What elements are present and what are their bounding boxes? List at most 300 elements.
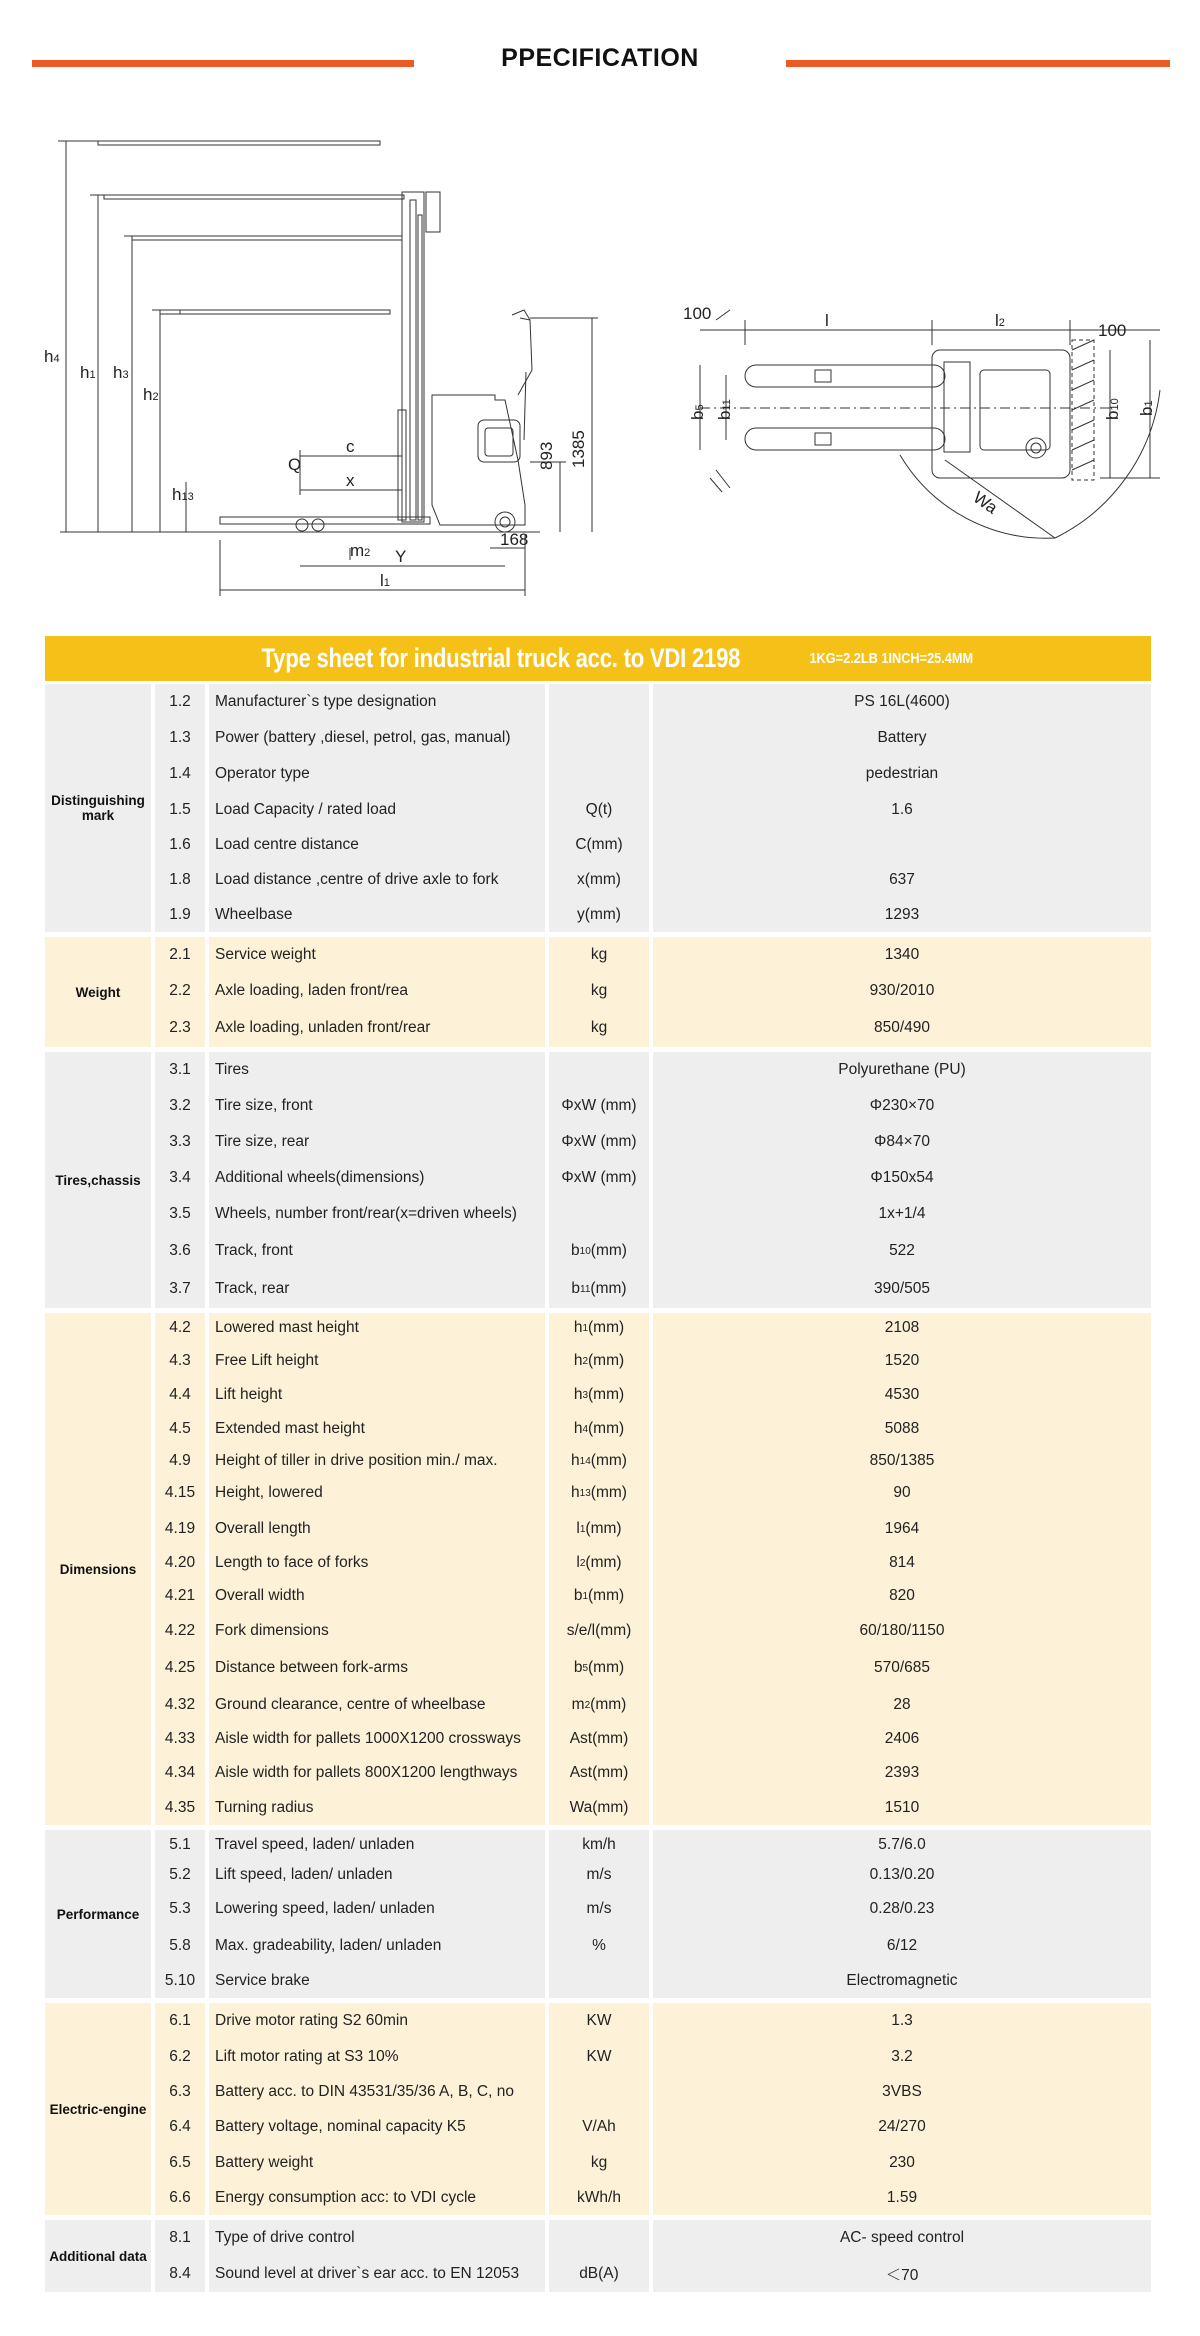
row-number: 4.19 bbox=[155, 1511, 209, 1547]
row-value: 637 bbox=[889, 871, 915, 888]
row-unit bbox=[549, 2220, 653, 2256]
table-row bbox=[155, 1009, 1151, 1047]
row-value: 24/270 bbox=[878, 2118, 926, 2135]
row-unit bbox=[549, 684, 653, 720]
row-parameter: Lift speed, laden/ unladen bbox=[209, 1860, 549, 1890]
row-parameter: Wheels, number front/rear(x=driven wheels) bbox=[209, 1196, 549, 1232]
unit-subscript: 2 bbox=[584, 1699, 591, 1711]
row-parameter: Load centre distance bbox=[209, 828, 549, 862]
label-Wa: Wa bbox=[969, 487, 1001, 518]
row-value: PS 16L(4600) bbox=[854, 693, 950, 710]
row-parameter: Lowering speed, laden/ unladen bbox=[209, 1890, 549, 1928]
row-parameter: Length to face of forks bbox=[209, 1547, 549, 1579]
label-x: x bbox=[346, 471, 355, 490]
banner-unit-note: 1KG=2.2LB 1INCH=25.4MM bbox=[809, 650, 973, 667]
row-value: 3VBS bbox=[882, 2083, 922, 2100]
table-row bbox=[155, 1232, 1151, 1270]
row-number: 3.3 bbox=[155, 1124, 209, 1160]
row-parameter: Height of tiller in drive position min./ max. bbox=[209, 1447, 549, 1475]
row-unit bbox=[549, 1547, 653, 1579]
row-unit bbox=[549, 828, 653, 862]
table-row bbox=[155, 1791, 1151, 1825]
row-value: 1x+1/4 bbox=[878, 1205, 926, 1222]
table-row bbox=[155, 2256, 1151, 2292]
unit-text: h bbox=[573, 1420, 583, 1437]
table-row bbox=[155, 1860, 1151, 1890]
row-parameter: Axle loading, laden front/rea bbox=[209, 973, 549, 1009]
row-parameter: Lowered mast height bbox=[209, 1313, 549, 1343]
row-unit bbox=[549, 937, 653, 973]
row-parameter: Extended mast height bbox=[209, 1411, 549, 1447]
row-value: 820 bbox=[889, 1587, 915, 1604]
row-value: Polyurethane (PU) bbox=[838, 1061, 966, 1078]
row-unit bbox=[549, 2039, 653, 2075]
row-value: 230 bbox=[889, 2154, 915, 2171]
row-unit bbox=[549, 1475, 653, 1511]
row-value: 930/2010 bbox=[869, 982, 935, 999]
row-number: 4.25 bbox=[155, 1649, 209, 1687]
table-row bbox=[155, 1613, 1151, 1649]
unit-text: s/e/l(mm) bbox=[566, 1622, 632, 1639]
spec-group bbox=[45, 684, 1151, 932]
unit-text: kg bbox=[590, 946, 608, 963]
row-unit bbox=[549, 2003, 653, 2039]
row-value: 3.2 bbox=[891, 2048, 913, 2065]
row-value: 90 bbox=[893, 1484, 911, 1501]
row-value: 2108 bbox=[884, 1319, 920, 1336]
unit-subscript: 11 bbox=[580, 1283, 591, 1295]
row-unit bbox=[549, 1928, 653, 1964]
row-unit bbox=[549, 1791, 653, 1825]
row-value: pedestrian bbox=[865, 765, 939, 782]
table-row bbox=[155, 1379, 1151, 1411]
row-unit bbox=[549, 1160, 653, 1196]
row-parameter: Lift motor rating at S3 10% bbox=[209, 2039, 549, 2075]
label-b1: b1 bbox=[1137, 400, 1156, 416]
table-row bbox=[155, 1052, 1151, 1088]
label-893: 893 bbox=[537, 441, 556, 470]
table-row bbox=[155, 1928, 1151, 1964]
unit-tail: (mm) bbox=[590, 1280, 627, 1297]
row-unit bbox=[549, 1687, 653, 1723]
unit-text: ΦxW (mm) bbox=[561, 1133, 637, 1150]
table-row bbox=[155, 1964, 1151, 1998]
row-value: 522 bbox=[889, 1242, 915, 1259]
table-row bbox=[155, 1830, 1151, 1860]
row-unit bbox=[549, 1232, 653, 1270]
unit-text: KW bbox=[586, 2048, 612, 2065]
row-number: 1.9 bbox=[155, 898, 209, 932]
label-100-right: 100 bbox=[1098, 321, 1127, 340]
page-header bbox=[0, 0, 1200, 120]
row-parameter: Service brake bbox=[209, 1964, 549, 1998]
unit-text: Wa(mm) bbox=[569, 1799, 629, 1816]
row-number: 6.5 bbox=[155, 2145, 209, 2181]
group-label: Additional data bbox=[45, 2220, 155, 2292]
table-row bbox=[155, 1196, 1151, 1232]
label-1385: 1385 bbox=[569, 430, 588, 468]
row-number: 5.2 bbox=[155, 1860, 209, 1890]
row-parameter: Travel speed, laden/ unladen bbox=[209, 1830, 549, 1860]
row-unit bbox=[549, 1270, 653, 1308]
table-row bbox=[155, 684, 1151, 720]
row-value: ＜70 bbox=[885, 2267, 919, 2284]
row-parameter: Load Capacity / rated load bbox=[209, 792, 549, 828]
row-parameter: Type of drive control bbox=[209, 2220, 549, 2256]
row-number: 6.4 bbox=[155, 2109, 209, 2145]
row-parameter: Tire size, front bbox=[209, 1088, 549, 1124]
table-row bbox=[155, 2145, 1151, 2181]
table-row bbox=[155, 937, 1151, 973]
unit-tail: (mm) bbox=[590, 1696, 627, 1713]
table-row bbox=[155, 2109, 1151, 2145]
row-number: 3.4 bbox=[155, 1160, 209, 1196]
unit-tail: (mm) bbox=[588, 1352, 625, 1369]
table-row bbox=[155, 1411, 1151, 1447]
table-row bbox=[155, 720, 1151, 756]
table-row bbox=[155, 2181, 1151, 2215]
group-label: Dimensions bbox=[45, 1313, 155, 1825]
row-parameter: Aisle width for pallets 1000X1200 crossways bbox=[209, 1723, 549, 1755]
label-b5: b5 bbox=[688, 404, 707, 420]
unit-tail: (mm) bbox=[585, 1554, 622, 1571]
unit-text: m bbox=[571, 1696, 585, 1713]
unit-subscript: 3 bbox=[582, 1389, 589, 1401]
row-unit bbox=[549, 862, 653, 898]
row-unit bbox=[549, 2256, 653, 2292]
unit-text: l bbox=[576, 1520, 580, 1537]
unit-text: kg bbox=[590, 2154, 608, 2171]
table-row bbox=[155, 1649, 1151, 1687]
unit-subscript: 14 bbox=[579, 1455, 591, 1467]
row-value: 0.13/0.20 bbox=[869, 1866, 935, 1883]
row-unit bbox=[549, 1511, 653, 1547]
row-parameter: Axle loading, unladen front/rear bbox=[209, 1009, 549, 1047]
row-value: 1.6 bbox=[891, 801, 913, 818]
page-title: PPECIFICATION bbox=[501, 44, 699, 72]
label-h13: h13 bbox=[172, 485, 194, 504]
row-parameter: Battery voltage, nominal capacity K5 bbox=[209, 2109, 549, 2145]
row-value: 6/12 bbox=[886, 1937, 918, 1954]
row-number: 4.5 bbox=[155, 1411, 209, 1447]
table-row bbox=[155, 756, 1151, 792]
label-l2: l2 bbox=[995, 311, 1005, 330]
unit-subscript: 1 bbox=[579, 1523, 586, 1535]
unit-text: kg bbox=[590, 982, 608, 999]
unit-tail: (mm) bbox=[588, 1420, 625, 1437]
unit-text: ΦxW (mm) bbox=[561, 1169, 637, 1186]
row-value: 1340 bbox=[884, 946, 920, 963]
unit-tail: (mm) bbox=[588, 1386, 625, 1403]
table-row bbox=[155, 862, 1151, 898]
spec-table bbox=[45, 684, 1151, 2297]
row-number: 4.2 bbox=[155, 1313, 209, 1343]
row-number: 4.9 bbox=[155, 1447, 209, 1475]
row-number: 6.2 bbox=[155, 2039, 209, 2075]
unit-subscript: 1 bbox=[582, 1322, 589, 1334]
row-parameter: Additional wheels(dimensions) bbox=[209, 1160, 549, 1196]
row-value: 850/490 bbox=[873, 1019, 931, 1036]
row-parameter: Max. gradeability, laden/ unladen bbox=[209, 1928, 549, 1964]
unit-text: V/Ah bbox=[582, 2118, 616, 2135]
group-label: Weight bbox=[45, 937, 155, 1047]
row-value: Electromagnetic bbox=[846, 1972, 958, 1989]
unit-tail: (mm) bbox=[585, 1520, 622, 1537]
row-parameter: Manufacturer`s type designation bbox=[209, 684, 549, 720]
group-label: Distinguishing mark bbox=[45, 684, 155, 932]
spec-group bbox=[45, 937, 1151, 1047]
row-unit bbox=[549, 756, 653, 792]
row-value: Φ150x54 bbox=[870, 1169, 934, 1186]
table-row bbox=[155, 898, 1151, 932]
row-value: 1.3 bbox=[891, 2012, 913, 2029]
unit-text: C(mm) bbox=[575, 836, 623, 853]
row-unit bbox=[549, 1649, 653, 1687]
unit-text: b bbox=[571, 1280, 581, 1297]
row-unit bbox=[549, 1613, 653, 1649]
row-unit bbox=[549, 898, 653, 932]
unit-tail: (mm) bbox=[590, 1242, 627, 1259]
unit-text: Ast(mm) bbox=[569, 1764, 629, 1781]
unit-text: m/s bbox=[586, 1866, 612, 1883]
row-unit bbox=[549, 1313, 653, 1343]
type-sheet-banner bbox=[45, 636, 1151, 681]
row-number: 6.6 bbox=[155, 2181, 209, 2215]
row-parameter: Ground clearance, centre of wheelbase bbox=[209, 1687, 549, 1723]
unit-subscript: 1 bbox=[582, 1590, 589, 1602]
row-value: 1293 bbox=[884, 906, 920, 923]
label-Y: Y bbox=[395, 547, 407, 566]
row-value: 28 bbox=[893, 1696, 911, 1713]
row-number: 4.4 bbox=[155, 1379, 209, 1411]
row-parameter: Operator type bbox=[209, 756, 549, 792]
row-value: 850/1385 bbox=[869, 1452, 935, 1469]
unit-text: h bbox=[573, 1386, 583, 1403]
row-unit bbox=[549, 1890, 653, 1928]
label-c: c bbox=[346, 437, 355, 456]
table-row bbox=[155, 973, 1151, 1009]
table-row bbox=[155, 1160, 1151, 1196]
row-value: 2393 bbox=[884, 1764, 920, 1781]
label-h4: h4 bbox=[44, 347, 60, 366]
unit-text: % bbox=[592, 1937, 606, 1954]
label-m2: m2 bbox=[350, 541, 371, 560]
unit-text: x(mm) bbox=[577, 871, 621, 888]
row-unit bbox=[549, 2075, 653, 2109]
unit-tail: (mm) bbox=[590, 1484, 627, 1501]
header-rule-right bbox=[786, 60, 1170, 67]
row-unit bbox=[549, 1196, 653, 1232]
row-parameter: Overall length bbox=[209, 1511, 549, 1547]
table-row bbox=[155, 1447, 1151, 1475]
table-row bbox=[155, 1755, 1151, 1791]
row-number: 2.1 bbox=[155, 937, 209, 973]
row-value: Φ84×70 bbox=[874, 1133, 930, 1150]
row-number: 4.34 bbox=[155, 1755, 209, 1791]
row-unit bbox=[549, 1723, 653, 1755]
row-value: Φ230×70 bbox=[869, 1097, 935, 1114]
row-unit bbox=[549, 1860, 653, 1890]
row-parameter: Drive motor rating S2 60min bbox=[209, 2003, 549, 2039]
row-parameter: Battery acc. to DIN 43531/35/36 A, B, C, no bbox=[209, 2075, 549, 2109]
row-parameter: Turning radius bbox=[209, 1791, 549, 1825]
unit-text: l bbox=[576, 1554, 580, 1571]
label-100-left: 100 bbox=[683, 304, 712, 323]
unit-text: h bbox=[573, 1319, 583, 1336]
row-value: 1.59 bbox=[886, 2189, 918, 2206]
table-row bbox=[155, 1547, 1151, 1579]
row-parameter: Wheelbase bbox=[209, 898, 549, 932]
row-unit bbox=[549, 1830, 653, 1860]
row-number: 5.10 bbox=[155, 1964, 209, 1998]
row-parameter: Service weight bbox=[209, 937, 549, 973]
row-unit bbox=[549, 2109, 653, 2145]
table-row bbox=[155, 1687, 1151, 1723]
unit-text: m/s bbox=[586, 1900, 612, 1917]
row-number: 5.1 bbox=[155, 1830, 209, 1860]
table-row bbox=[155, 1723, 1151, 1755]
unit-text: Q(t) bbox=[585, 801, 613, 818]
label-168: 168 bbox=[500, 530, 529, 549]
row-value: Battery bbox=[877, 729, 927, 746]
row-unit bbox=[549, 2181, 653, 2215]
row-number: 4.3 bbox=[155, 1343, 209, 1379]
row-value: 60/180/1150 bbox=[859, 1622, 945, 1639]
table-row bbox=[155, 1088, 1151, 1124]
row-unit bbox=[549, 792, 653, 828]
row-value: 1520 bbox=[884, 1352, 920, 1369]
row-unit bbox=[549, 1124, 653, 1160]
row-unit bbox=[549, 1009, 653, 1047]
row-value: AC- speed control bbox=[839, 2229, 965, 2246]
row-number: 5.3 bbox=[155, 1890, 209, 1928]
row-unit bbox=[549, 2145, 653, 2181]
table-row bbox=[155, 828, 1151, 862]
unit-text: h bbox=[571, 1452, 580, 1469]
row-parameter: Sound level at driver`s ear acc. to EN 12053 bbox=[209, 2256, 549, 2292]
row-unit bbox=[549, 1379, 653, 1411]
unit-subscript: 13 bbox=[579, 1487, 591, 1499]
spec-group bbox=[45, 1313, 1151, 1825]
row-number: 5.8 bbox=[155, 1928, 209, 1964]
top-view bbox=[683, 304, 1160, 538]
row-unit bbox=[549, 720, 653, 756]
row-unit bbox=[549, 1343, 653, 1379]
row-value: 5088 bbox=[884, 1420, 920, 1437]
row-number: 1.4 bbox=[155, 756, 209, 792]
spec-group bbox=[45, 2003, 1151, 2215]
label-h3: h3 bbox=[113, 363, 129, 382]
row-parameter: Tire size, rear bbox=[209, 1124, 549, 1160]
row-parameter: Load distance ,centre of drive axle to fork bbox=[209, 862, 549, 898]
side-view bbox=[44, 141, 598, 596]
row-unit bbox=[549, 1447, 653, 1475]
unit-text: KW bbox=[586, 2012, 612, 2029]
row-number: 6.3 bbox=[155, 2075, 209, 2109]
unit-text: kWh/h bbox=[577, 2189, 621, 2206]
row-number: 4.35 bbox=[155, 1791, 209, 1825]
row-value: 570/685 bbox=[873, 1659, 931, 1676]
row-number: 3.5 bbox=[155, 1196, 209, 1232]
unit-tail: (mm) bbox=[588, 1659, 625, 1676]
row-unit bbox=[549, 1411, 653, 1447]
unit-subscript: 2 bbox=[582, 1355, 589, 1367]
row-number: 8.4 bbox=[155, 2256, 209, 2292]
table-row bbox=[155, 2039, 1151, 2075]
unit-text: b bbox=[573, 1659, 583, 1676]
row-number: 3.1 bbox=[155, 1052, 209, 1088]
row-number: 1.3 bbox=[155, 720, 209, 756]
row-unit bbox=[549, 1088, 653, 1124]
row-number: 3.6 bbox=[155, 1232, 209, 1270]
row-parameter: Battery weight bbox=[209, 2145, 549, 2181]
row-number: 2.2 bbox=[155, 973, 209, 1009]
row-number: 1.6 bbox=[155, 828, 209, 862]
row-number: 4.33 bbox=[155, 1723, 209, 1755]
group-label: Electric-engine bbox=[45, 2003, 155, 2215]
table-row bbox=[155, 1511, 1151, 1547]
row-value: 1964 bbox=[884, 1520, 920, 1537]
row-number: 4.20 bbox=[155, 1547, 209, 1579]
label-h1: h1 bbox=[80, 363, 96, 382]
label-b11: b11 bbox=[715, 399, 734, 420]
row-value: 4530 bbox=[884, 1386, 920, 1403]
row-number: 4.32 bbox=[155, 1687, 209, 1723]
row-number: 1.8 bbox=[155, 862, 209, 898]
table-row bbox=[155, 1270, 1151, 1308]
table-row bbox=[155, 1475, 1151, 1511]
unit-text: h bbox=[571, 1484, 580, 1501]
row-number: 1.5 bbox=[155, 792, 209, 828]
table-row bbox=[155, 1343, 1151, 1379]
row-value: 814 bbox=[889, 1554, 915, 1571]
label-l: l bbox=[825, 311, 829, 330]
unit-tail: (mm) bbox=[590, 1452, 627, 1469]
row-value: 0.28/0.23 bbox=[869, 1900, 935, 1917]
spec-group bbox=[45, 1830, 1151, 1998]
row-number: 3.7 bbox=[155, 1270, 209, 1308]
row-parameter: Height, lowered bbox=[209, 1475, 549, 1511]
row-number: 8.1 bbox=[155, 2220, 209, 2256]
table-row bbox=[155, 1124, 1151, 1160]
row-parameter: Track, rear bbox=[209, 1270, 549, 1308]
banner-title: Type sheet for industrial truck acc. to VDI 2198 bbox=[261, 643, 741, 673]
row-number: 4.15 bbox=[155, 1475, 209, 1511]
row-parameter: Fork dimensions bbox=[209, 1613, 549, 1649]
row-parameter: Energy consumption acc: to VDI cycle bbox=[209, 2181, 549, 2215]
truck-dimension-drawing bbox=[0, 120, 1200, 610]
unit-tail: (mm) bbox=[588, 1587, 625, 1604]
group-label: Performance bbox=[45, 1830, 155, 1998]
label-h2: h2 bbox=[143, 385, 159, 404]
spec-group bbox=[45, 2220, 1151, 2292]
row-parameter: Lift height bbox=[209, 1379, 549, 1411]
unit-subscript: 2 bbox=[579, 1557, 586, 1569]
unit-subscript: 4 bbox=[582, 1423, 589, 1435]
row-value: 390/505 bbox=[873, 1280, 931, 1297]
unit-text: b bbox=[571, 1242, 580, 1259]
row-number: 1.2 bbox=[155, 684, 209, 720]
row-parameter: Overall width bbox=[209, 1579, 549, 1613]
row-unit bbox=[549, 973, 653, 1009]
unit-subscript: 10 bbox=[579, 1245, 591, 1257]
row-number: 4.21 bbox=[155, 1579, 209, 1613]
unit-text: kg bbox=[590, 1019, 608, 1036]
label-Q: Q bbox=[288, 455, 302, 474]
table-row bbox=[155, 2220, 1151, 2256]
row-number: 6.1 bbox=[155, 2003, 209, 2039]
row-unit bbox=[549, 1579, 653, 1613]
